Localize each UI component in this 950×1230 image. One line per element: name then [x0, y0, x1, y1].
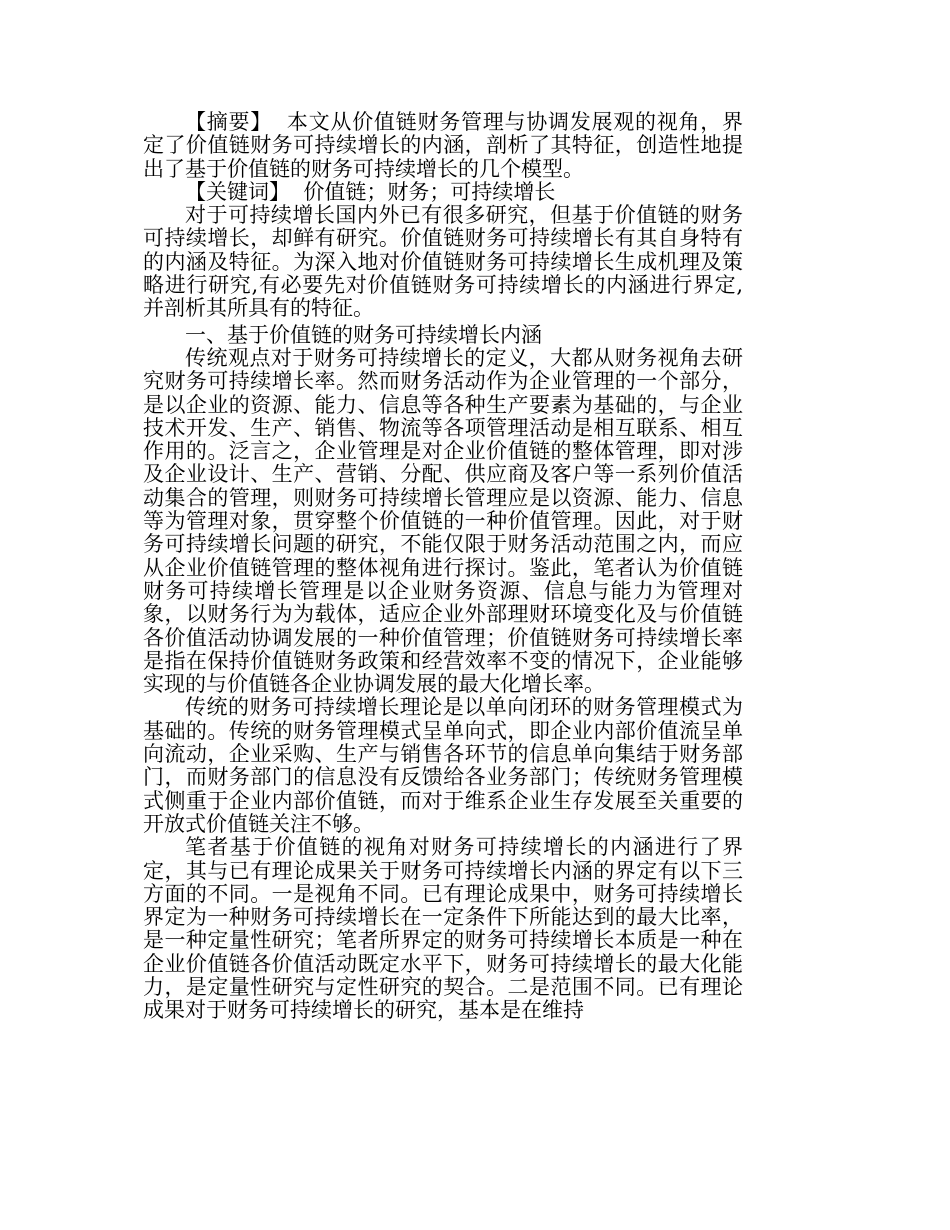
- document-body: [143, 111, 743, 1023]
- intro-paragraph: 对于可持续增长国内外已有很多研究，但基于价值链的财务可持续增长，却鲜有研究。价值链财务可持续增长有其自身特有的内涵及特征。为深入地对价值链财务可持续增长生成机理及策略进行研究,有必要先对价值链财务可持续增长的内涵进行界定,并剖析其所具有的特征。: [143, 203, 743, 321]
- body-paragraph: 传统观点对于财务可持续增长的定义，大都从财务视角去研究财务可持续增长率。然而财务活动作为企业管理的一个部分，是以企业的资源、能力、信息等各种生产要素为基础的，与企业技术开发、生产、销售、物流等各项管理活动是相互联系、相互作用的。泛言之，企业管理是对企业价值链的整体管理，即对涉及企业设计、生产、营销、分配、供应商及客户等一系列价值活动集合的管理，则财务可持续增长管理应是以资源、能力、信息等为管理对象，贯穿整个价值链的一种价值管理。因此，对于财务可持续增长问题的研究，不能仅限于财务活动范围之内，而应从企业价值链管理的整体视角进行探讨。鉴此，笔者认为价值链财务可持续增长管理是以企业财务资源、信息与能力为管理对象，以财务行为为载体，适应企业外部理财环境变化及与价值链各价值活动协调发展的一种价值管理；价值链财务可持续增长率是指在保持价值链财务政策和经营效率不变的情况下，企业能够实现的与价值链各企业协调发展的最大化增长率。: [143, 345, 743, 697]
- section-heading: 一、基于价值链的财务可持续增长内涵: [185, 322, 542, 347]
- abstract-text: 本文从价值链财务管理与协调发展观的视角，界定了价值链财务可持续增长的内涵，剖析了其特征，创造性地提出了基于价值链的财务可持续增长的几个模型。: [143, 110, 744, 181]
- keywords-paragraph: [143, 181, 743, 204]
- keywords-text: 价值链；财务；可持续增长: [303, 179, 556, 204]
- abstract-paragraph: [143, 111, 743, 181]
- body-paragraph: 传统的财务可持续增长理论是以单向闭环的财务管理模式为基础的。传统的财务管理模式呈单向式，即企业内部价值流呈单向流动，企业采购、生产与销售各环节的信息单向集结于财务部门，而财务部门的信息没有反馈给各业务部门；传统财务管理模式侧重于企业内部价值链，而对于维系企业生存发展至关重要的开放式价值链关注不够。: [143, 695, 743, 836]
- body-paragraph: 笔者基于价值链的视角对财务可持续增长的内涵进行了界定，其与已有理论成果关于财务可持续增长内涵的界定有以下三方面的不同。一是视角不同。已有理论成果中，财务可持续增长界定为一种财务可持续增长在一定条件下所能达到的最大比率，是一种定量性研究；笔者所界定的财务可持续增长本质是一种在企业价值链各价值活动既定水平下，财务可持续增长的最大化能力，是定量性研究与定性研究的契合。二是范围不同。已有理论成果对于财务可持续增长的研究，基本是在维持: [143, 835, 743, 1023]
- keywords-label: 【关键词】: [185, 179, 290, 204]
- abstract-label: 【摘要】: [185, 110, 273, 134]
